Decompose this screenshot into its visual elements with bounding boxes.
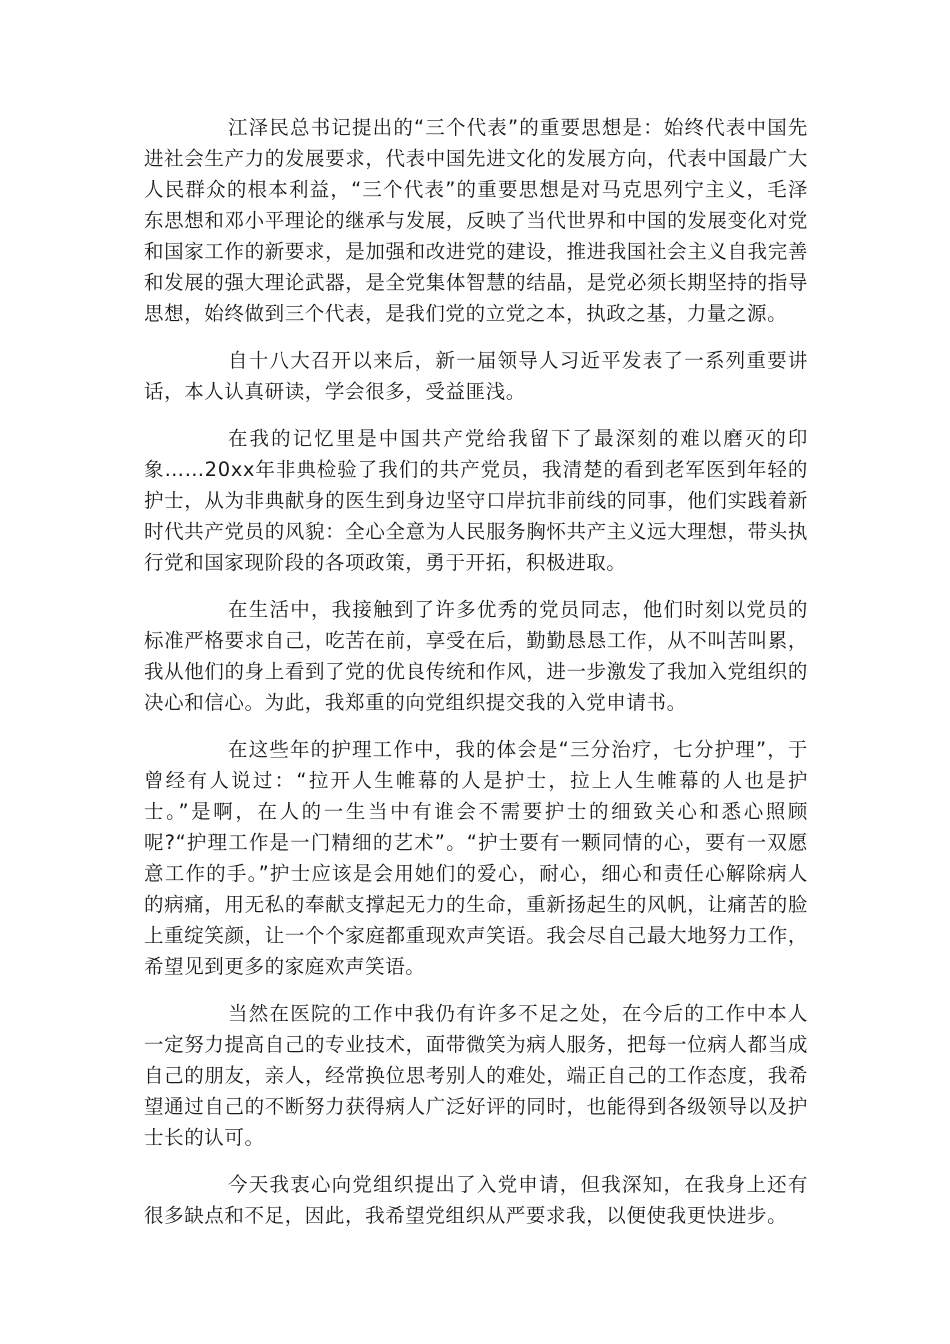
- paragraph-5: 在这些年的护理工作中，我的体会是“三分治疗，七分护理”，于曾经有人说过：“拉开人生帷幕的人是护士，拉上人生帷幕的人也是护士。”是啊，在人的一生当中有谁会不需要护士的细致关心和悉心照顾呢?“护理工作是一门精细的艺术”。“护士要有一颗同情的心，要有一双愿意工作的手。”护士应该是会用她们的爱心，耐心，细心和责任心解除病人的病痛，用无私的奉献支撑起无力的生命，重新扬起生的风帆，让痛苦的脸上重绽笑颜，让一个个家庭都重现欢声笑语。我会尽自己最大地努力工作，希望见到更多的家庭欢声笑语。: [144, 738, 808, 978]
- paragraph-2: 自十八大召开以来后，新一届领导人习近平发表了一系列重要讲话，本人认真研读，学会很多，受益匪浅。: [144, 349, 808, 403]
- paragraph-7: 今天我衷心向党组织提出了入党申请，但我深知，在我身上还有很多缺点和不足，因此，我希望党组织从严要求我，以便使我更快进步。: [144, 1173, 808, 1227]
- paragraph-4: 在生活中，我接触到了许多优秀的党员同志，他们时刻以党员的标准严格要求自己，吃苦在前，享受在后，勤勤恳恳工作，从不叫苦叫累，我从他们的身上看到了党的优良传统和作风，进一步激发了我加入党组织的决心和信心。为此，我郑重的向党组织提交我的入党申请书。: [144, 598, 808, 714]
- paragraph-6: 当然在医院的工作中我仍有许多不足之处，在今后的工作中本人一定努力提高自己的专业技术，面带微笑为病人服务，把每一位病人都当成自己的朋友，亲人，经常换位思考别人的难处，端正自己的工作态度，我希望通过自己的不断努力获得病人广泛好评的同时，也能得到各级领导以及护士长的认可。: [144, 1002, 808, 1149]
- paragraph-1: 江泽民总书记提出的“三个代表”的重要思想是：始终代表中国先进社会生产力的发展要求，代表中国先进文化的发展方向，代表中国最广大人民群众的根本利益，“三个代表”的重要思想是对马克思列宁主义，毛泽东思想和邓小平理论的继承与发展，反映了当代世界和中国的发展变化对党和国家工作的新要求，是加强和改进党的建设，推进我国社会主义自我完善和发展的强大理论武器，是全党集体智慧的结晶，是党必须长期坚持的指导思想，始终做到三个代表，是我们党的立党之本，执政之基，力量之源。: [144, 116, 808, 325]
- paragraph-3: 在我的记忆里是中国共产党给我留下了最深刻的难以磨灭的印象……20xx年非典检验了我们的共产党员，我清楚的看到老军医到年轻的护士，从为非典献身的医生到身边坚守口岸抗非前线的同事，他们实践着新时代共产党员的风貌：全心全意为人民服务胸怀共产主义远大理想，带头执行党和国家现阶段的各项政策，勇于开拓，积极进取。: [144, 427, 808, 574]
- document-body: [144, 112, 808, 1247]
